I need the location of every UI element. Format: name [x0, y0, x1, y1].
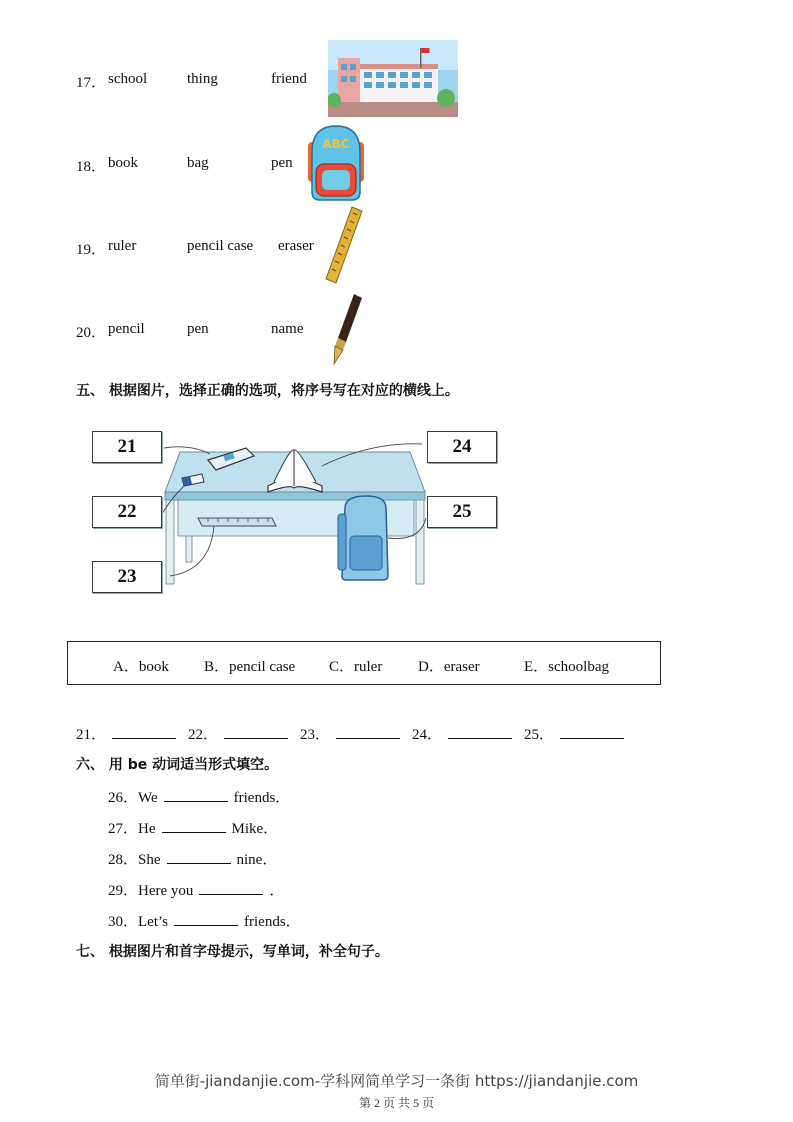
question-28: 28．She nine．	[108, 852, 278, 868]
word-option: book	[108, 155, 138, 171]
item-number: 18．	[76, 159, 107, 175]
answer-blank[interactable]	[560, 726, 624, 739]
word-option: pencil case	[187, 238, 254, 254]
answer-blank[interactable]	[199, 882, 263, 895]
option-e: E．schoolbag	[524, 659, 609, 675]
word-option: pen	[271, 155, 293, 171]
word-option: bag	[187, 155, 209, 171]
answer-blank[interactable]	[167, 851, 231, 864]
option-b: B．pencil case	[204, 659, 296, 675]
answer-number: 24．	[412, 727, 443, 743]
option-d: D．eraser	[418, 659, 480, 675]
word-option: thing	[187, 71, 218, 87]
question-30: 30．Let’s friends．	[108, 914, 301, 930]
question-27: 27．He Mike．	[108, 821, 279, 837]
word-option: name	[271, 321, 304, 337]
label-box-22: 22	[92, 496, 162, 528]
answer-blank[interactable]	[224, 726, 288, 739]
answer-blank[interactable]	[164, 789, 228, 802]
school-building-icon	[328, 40, 458, 117]
backpack-icon	[300, 122, 372, 202]
footer-site-link[interactable]: 简单街-jiandanjie.com-学科网简单学习一条街 https://jiandanjie.com	[154, 1072, 639, 1090]
item-number: 20．	[76, 325, 107, 341]
question-26: 26．We friends．	[108, 790, 291, 806]
item-number: 19．	[76, 242, 107, 258]
section-7-title: 七、 根据图片和首字母提示，写单词，补全句子。	[76, 944, 389, 960]
ruler-icon	[322, 205, 364, 285]
label-box-25: 25	[427, 496, 497, 528]
label-box-24: 24	[427, 431, 497, 463]
label-box-21: 21	[92, 431, 162, 463]
desk-illustration-icon	[150, 430, 440, 590]
word-option: eraser	[278, 238, 314, 254]
option-a: A．book	[113, 659, 169, 675]
answer-number: 22．	[188, 727, 219, 743]
word-option: friend	[271, 71, 307, 87]
section-6-title: 六、 用 be 动词适当形式填空。	[76, 757, 279, 773]
item-number: 17．	[76, 75, 107, 91]
answer-blank[interactable]	[112, 726, 176, 739]
answer-number: 23．	[300, 727, 331, 743]
option-c: C．ruler	[329, 659, 383, 675]
page-number: 第 2 页 共 5 页	[358, 1096, 434, 1110]
word-option: pen	[187, 321, 209, 337]
backpack-label: ABC	[322, 137, 350, 151]
word-option: ruler	[108, 238, 137, 254]
label-box-23: 23	[92, 561, 162, 593]
answer-blank[interactable]	[448, 726, 512, 739]
question-29: 29．Here you ．	[108, 883, 285, 899]
word-option: school	[108, 71, 148, 87]
options-box	[67, 641, 661, 685]
word-option: pencil	[108, 321, 145, 337]
answer-number: 21．	[76, 727, 107, 743]
answer-number: 25．	[524, 727, 555, 743]
answer-blank[interactable]	[336, 726, 400, 739]
answer-blank[interactable]	[162, 820, 226, 833]
fountain-pen-icon	[322, 292, 364, 366]
section-5-title: 五、 根据图片，选择正确的选项，将序号写在对应的横线上。	[76, 383, 459, 399]
answer-blank[interactable]	[174, 913, 238, 926]
